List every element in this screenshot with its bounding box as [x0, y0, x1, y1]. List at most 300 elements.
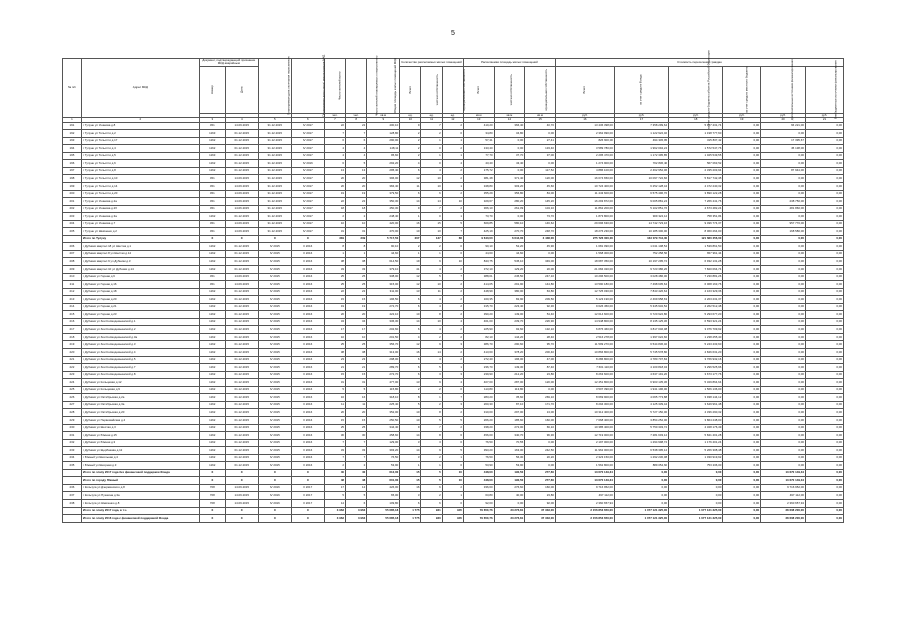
table-cell: 481 860,00 — [761, 205, 806, 213]
table-cell: 30 — [346, 432, 367, 440]
table-cell: X — [225, 515, 258, 523]
table-cell: г Дубники ул Зои Космодемьянской д.7 — [81, 364, 199, 372]
table-cell: 1162 — [199, 401, 225, 409]
table-cell: 0,00 — [761, 258, 806, 266]
table-cell: 350,30 — [367, 198, 400, 206]
table-cell: 0,00 — [723, 349, 761, 357]
table-cell: 01.12.2015 — [225, 152, 258, 160]
table-cell: 0,00 — [761, 409, 806, 417]
table-cell: 5 817 742,45 — [669, 175, 723, 183]
table-cell: 0,00 — [761, 303, 806, 311]
table-cell: 945 — [442, 507, 463, 515]
header-area-private: частная собственность — [508, 74, 513, 106]
table-cell: 0,00 — [761, 183, 806, 191]
table-cell: X — [291, 507, 324, 515]
unit-area-3: кв.м — [494, 113, 525, 117]
table-cell: 657 961,44 — [669, 250, 723, 258]
table-cell: 3 673 177,76 — [669, 371, 723, 379]
table-cell: 55 685,18 — [367, 515, 400, 523]
table-cell: 129,20 — [494, 266, 525, 274]
table-cell: 1 568 300,00 — [555, 250, 614, 258]
table-cell: 6 — [400, 499, 421, 507]
table-cell: 2 — [442, 356, 463, 364]
table-cell: 0,00 — [805, 152, 843, 160]
header-count-total: Всего — [407, 86, 412, 94]
table-cell: 208 — [63, 258, 82, 266]
table-cell: 0,00 — [761, 424, 806, 432]
table-cell: 13 — [324, 167, 345, 175]
table-cell: X — [199, 235, 225, 243]
table-cell: II 2016 — [291, 266, 324, 274]
table-cell: 1162 — [199, 386, 225, 394]
table-cell: 0,00 — [761, 447, 806, 455]
table-cell: 34 — [324, 318, 345, 326]
table-cell: 14.09.2015 — [225, 228, 258, 236]
table-cell: 6 903 135,36 — [614, 379, 668, 387]
table-cell: 196,50 — [367, 296, 400, 304]
table-cell: 145,20 — [525, 198, 556, 206]
table-cell: г Кольчуга ул Шевченко д.8 — [81, 499, 199, 507]
table-cell: 0,00 — [805, 401, 843, 409]
table-cell: 33 — [346, 447, 367, 455]
table-cell: 292,20 — [367, 160, 400, 168]
table-cell: 221 — [63, 356, 82, 364]
table-cell: 0,00 — [805, 175, 843, 183]
table-cell: 0,00 — [761, 235, 806, 243]
header-cost-fund: за счет средств Фонда — [638, 74, 643, 106]
column-number: 17 — [614, 118, 668, 122]
table-cell: г Дубники ул Октябрьская д.2а — [81, 394, 199, 402]
unit-rub-3: руб. — [669, 113, 723, 117]
table-cell: 01.12.2015 — [225, 137, 258, 145]
table-cell: 2 — [421, 401, 442, 409]
table-cell: г Дубники ул Южная д.3 — [81, 439, 199, 447]
table-cell: 92,00 — [463, 499, 494, 507]
table-cell: 1 — [421, 394, 442, 402]
table-cell: 315,00 — [367, 281, 400, 289]
table-cell: г Дубники ул Зои Космодемьянской д.1 — [81, 318, 199, 326]
table-cell: 210 — [63, 273, 82, 281]
table-cell: 303,20 — [494, 183, 525, 191]
table-cell: 9 — [421, 379, 442, 387]
table-cell: г Дубники квартал 8 ул Шестая д.14 — [81, 250, 199, 258]
table-cell: 0,00 — [723, 266, 761, 274]
table-row — [63, 243, 844, 251]
table-cell: 15 — [346, 296, 367, 304]
table-cell: 18 687 350,00 — [555, 258, 614, 266]
table-cell: 7 668 400,00 — [555, 416, 614, 424]
table-cell: 137 — [421, 235, 442, 243]
table-cell: г Дубники ул Горная д.21 — [81, 303, 199, 311]
table-cell: 14 — [400, 432, 421, 440]
table-cell: 15 — [400, 477, 421, 485]
table-cell: 4 — [421, 326, 442, 334]
table-cell: 0,00 — [723, 311, 761, 319]
table-cell: 1 — [442, 492, 463, 500]
table-cell: 0,00 — [723, 447, 761, 455]
table-cell: 448,00 — [463, 477, 494, 485]
table-cell: 20 — [324, 311, 345, 319]
table-cell: IV 2016 — [258, 484, 291, 492]
table-cell: 0,00 — [669, 499, 723, 507]
table-cell: 7 281 603,12 — [614, 432, 668, 440]
table-cell: 0 — [442, 130, 463, 138]
table-cell: 12 — [400, 273, 421, 281]
table-cell: 0,00 — [761, 318, 806, 326]
table-cell: 0,00 — [525, 160, 556, 168]
table-cell: 120,00 — [525, 379, 556, 387]
table-cell: 01.12.2015 — [225, 364, 258, 372]
table-cell: 3 963 — [324, 515, 345, 523]
table-cell: 450,30 — [367, 205, 400, 213]
table-cell: 0,00 — [805, 160, 843, 168]
table-cell: 25 — [324, 424, 345, 432]
unit-count-3: ед. — [442, 113, 463, 117]
table-cell: 0,00 — [761, 379, 806, 387]
table-cell: 3 589 780,00 — [555, 145, 614, 153]
table-cell: 381,48 — [463, 175, 494, 183]
table-cell: 1 681 090,00 — [555, 243, 614, 251]
table-cell: 0 — [442, 386, 463, 394]
table-cell: 14 742 723,16 — [614, 220, 668, 228]
header-cost-group: Стоимость переселения граждан — [555, 59, 843, 67]
header-address: Адрес МКД — [81, 59, 199, 118]
header-count-group: Количество расселяемых жилых помещений — [400, 59, 464, 67]
table-cell: 202 — [63, 205, 82, 213]
table-cell: 1 397 022,60 — [614, 333, 668, 341]
table-cell: 0,00 — [805, 499, 843, 507]
table-cell: 34,80 — [494, 130, 525, 138]
table-cell: 0,00 — [494, 137, 525, 145]
table-cell: 612,00 — [367, 469, 400, 477]
table-cell: 1 025 549,55 — [669, 152, 723, 160]
table-cell: 0,00 — [669, 477, 723, 485]
table-cell: 313,00 — [367, 349, 400, 357]
table-row — [63, 122, 844, 130]
table-cell: 451 — [199, 175, 225, 183]
table-row — [63, 364, 844, 372]
table-cell: 28,40 — [525, 333, 556, 341]
table-cell: 0,00 — [761, 439, 806, 447]
table-cell: 2 — [442, 281, 463, 289]
header-num: № п/п — [63, 59, 82, 118]
table-cell: 1 — [400, 462, 421, 470]
table-cell: IV 2015 — [258, 318, 291, 326]
table-cell: 708 — [199, 499, 225, 507]
table-cell: 2 197 000,00 — [555, 439, 614, 447]
table-cell: 5 — [346, 160, 367, 168]
table-cell: г Кольчуга ул Дзержинского д.8 — [81, 484, 199, 492]
column-number: 11 — [421, 118, 442, 122]
table-cell: 451 — [199, 198, 225, 206]
table-cell: 10 — [346, 220, 367, 228]
table-cell: 930 — [421, 515, 442, 523]
table-cell: 0,00 — [805, 190, 843, 198]
table-cell: 160,00 — [525, 484, 556, 492]
table-cell: 190,50 — [494, 477, 525, 485]
table-cell: г Кольчуга ул Пушкина д.3а — [81, 492, 199, 500]
table-cell: 10 097 722,66 — [614, 175, 668, 183]
table-cell: 27,41 — [525, 137, 556, 145]
table-cell: 0,00 — [723, 379, 761, 387]
table-cell: г Тулуне ул Тольятти д.14 — [81, 183, 199, 191]
table-cell: 9 — [400, 205, 421, 213]
table-cell: 0,00 — [723, 507, 761, 515]
table-cell: 10 — [400, 228, 421, 236]
table-cell: 84,00 — [525, 190, 556, 198]
table-cell: 250,50 — [367, 416, 400, 424]
table-cell: 4 673 482,24 — [669, 205, 723, 213]
table-cell: 7 820 064,74 — [669, 266, 723, 274]
unit-people-2: чел. — [346, 113, 367, 117]
unit-count: ед. — [400, 113, 421, 117]
table-cell: 3 — [400, 439, 421, 447]
table-cell: 1162 — [199, 364, 225, 372]
table-row — [63, 484, 844, 492]
table-cell: 1163 — [199, 130, 225, 138]
table-cell: 160,00 — [525, 416, 556, 424]
table-cell: 82,10 — [463, 333, 494, 341]
table-cell: 11 962 000,00 — [555, 447, 614, 455]
table-row — [63, 349, 844, 357]
column-number: 6 — [291, 118, 324, 122]
table-cell: 14 — [400, 198, 421, 206]
table-cell: г Тулуне ул Ушакова д.7 — [81, 220, 199, 228]
table-row — [63, 326, 844, 334]
table-row — [63, 190, 844, 198]
table-row — [63, 333, 844, 341]
table-cell: 40,70 — [525, 122, 556, 130]
table-cell: Итого по городу Южный — [81, 477, 199, 485]
table-cell — [63, 235, 82, 243]
table-row — [63, 281, 844, 289]
table-cell: 6 — [324, 137, 345, 145]
table-cell: 16 — [324, 394, 345, 402]
table-cell: 31.12.2015 — [258, 175, 291, 183]
table-cell: 13 — [400, 379, 421, 387]
table-cell: 43,40 — [494, 160, 525, 168]
table-cell: 18 — [324, 205, 345, 213]
table-cell: IV 2015 — [258, 386, 291, 394]
table-cell: 40,00 — [494, 492, 525, 500]
table-cell: 5 — [421, 273, 442, 281]
table-cell: 206 — [63, 243, 82, 251]
table-cell: 461,00 — [463, 318, 494, 326]
table-cell: 23 — [324, 356, 345, 364]
header-area-municipal: муниципальная собственность — [544, 69, 549, 111]
table-cell: 73,70 — [525, 213, 556, 221]
table-cell: 01.12.2015 — [225, 318, 258, 326]
table-cell: 219 — [63, 341, 82, 349]
table-cell: 2 — [421, 130, 442, 138]
table-cell: 01.12.2015 — [225, 349, 258, 357]
table-cell: IV 2015 — [258, 266, 291, 274]
table-cell: 1 238 255,40 — [669, 333, 723, 341]
table-cell: X — [225, 477, 258, 485]
table-cell: 5 745 578,80 — [614, 349, 668, 357]
table-cell: 9 496 774,37 — [669, 220, 723, 228]
table-cell: 218 — [63, 333, 82, 341]
header-demolish: Планируемая дата сноса/ реконструкции МКД — [321, 54, 326, 117]
table-cell: г Дубники ул Шестая д.3 — [81, 424, 199, 432]
table-row — [63, 341, 844, 349]
table-cell: II 2016 — [291, 432, 324, 440]
table-cell: 0,00 — [723, 499, 761, 507]
unit-rub-5: руб. — [761, 113, 806, 117]
table-cell: 10 — [421, 183, 442, 191]
column-number: 19 — [723, 118, 761, 122]
table-cell: II 2016 — [291, 364, 324, 372]
table-cell: 0,00 — [805, 341, 843, 349]
table-cell: II 2016 — [291, 250, 324, 258]
table-cell: 31.12.2015 — [258, 198, 291, 206]
table-cell: 22 — [346, 288, 367, 296]
table-cell: IV 2015 — [258, 439, 291, 447]
table-cell: 0,00 — [723, 198, 761, 206]
table-cell: IV 2017 — [291, 220, 324, 228]
table-cell: 0,00 — [723, 122, 761, 130]
table-cell: IV 2015 — [258, 416, 291, 424]
table-cell: 01.12.2015 — [225, 258, 258, 266]
table-cell: 8 — [346, 243, 367, 251]
table-cell: 212 — [63, 288, 82, 296]
table-cell: 57,41 — [463, 137, 494, 145]
table-cell: 0,00 — [525, 386, 556, 394]
table-cell: 338,00 — [367, 273, 400, 281]
table-cell: 2 469 958,63 — [614, 296, 668, 304]
column-number: 12 — [442, 118, 463, 122]
table-cell: г Дубники ул Щербакова д.12 — [81, 447, 199, 455]
table-cell: 38 — [324, 349, 345, 357]
table-cell: 1 030 919,92 — [669, 454, 723, 462]
table-cell: 5 — [421, 416, 442, 424]
table-cell: 31.12.2015 — [258, 122, 291, 130]
table-cell: II 2017 — [291, 499, 324, 507]
table-cell: 6 593 321,24 — [669, 318, 723, 326]
table-cell: 2 335 203,94 — [669, 167, 723, 175]
table-cell: 22 — [346, 122, 367, 130]
table-cell: 669,85 — [463, 220, 494, 228]
table-cell: 12 451 800,00 — [555, 379, 614, 387]
table-cell: 2 516 278,00 — [555, 333, 614, 341]
table-cell: 0,00 — [805, 379, 843, 387]
table-cell: 21 — [324, 364, 345, 372]
table-row — [63, 356, 844, 364]
table-cell: 0,00 — [805, 333, 843, 341]
table-cell: 0 — [442, 250, 463, 258]
table-cell: 66 221,00 — [761, 122, 806, 130]
table-cell: 224 — [63, 379, 82, 387]
table-cell: 9 716 952,00 — [761, 484, 806, 492]
table-cell: г Дубники ул Октябрьская д.20 — [81, 409, 199, 417]
table-cell: IV 2016 — [258, 499, 291, 507]
table-cell: г Тулуне ул Тольятти д.20 — [81, 190, 199, 198]
table-cell: 202,60 — [367, 326, 400, 334]
table-cell: 545,10 — [494, 258, 525, 266]
table-cell: 1162 — [199, 288, 225, 296]
table-cell: IV 2015 — [258, 288, 291, 296]
table-cell: 0,00 — [761, 266, 806, 274]
table-cell: 0,00 — [761, 296, 806, 304]
table-cell: 0,00 — [723, 145, 761, 153]
table-cell: г Тулуне ул Тольятти д.6 — [81, 160, 199, 168]
table-cell: 14 — [400, 447, 421, 455]
table-row — [63, 198, 844, 206]
table-cell: 7 498 605,64 — [614, 281, 668, 289]
table-cell: 384,40 — [367, 183, 400, 191]
table-cell: 4 — [346, 145, 367, 153]
table-cell: 311,00 — [367, 288, 400, 296]
table-cell: 4 — [346, 152, 367, 160]
table-cell: 425,19 — [463, 228, 494, 236]
table-cell: II 2016 — [291, 341, 324, 349]
table-cell: 87,40 — [525, 364, 556, 372]
table-cell: 0,00 — [723, 424, 761, 432]
table-cell: 0,00 — [723, 213, 761, 221]
table-cell: 0,00 — [761, 356, 806, 364]
table-cell: 3 028 486,00 — [614, 273, 668, 281]
table-cell: 10 — [442, 477, 463, 485]
table-cell: 843,75 — [463, 258, 494, 266]
table-cell: 2 — [400, 145, 421, 153]
table-cell: 344,40 — [367, 424, 400, 432]
table-row — [63, 499, 844, 507]
table-cell: 6 — [400, 356, 421, 364]
table-cell: 2 362 990,00 — [555, 130, 614, 138]
table-cell: 2 — [442, 122, 463, 130]
table-cell: 451 — [199, 183, 225, 191]
table-cell: 0,00 — [761, 333, 806, 341]
table-cell: 291,90 — [494, 281, 525, 289]
table-cell: 11 — [324, 401, 345, 409]
table-cell: 0,00 — [723, 228, 761, 236]
table-cell: 3 507 390,00 — [555, 386, 614, 394]
table-cell: 144,20 — [494, 333, 525, 341]
table-cell: 0,00 — [761, 394, 806, 402]
table-cell: 0,00 — [723, 326, 761, 334]
table-cell: IV 2015 — [258, 326, 291, 334]
table-cell: 248,70 — [525, 228, 556, 236]
table-cell: 31 — [324, 228, 345, 236]
table-cell — [63, 477, 82, 485]
unit-rub-2: руб. — [614, 113, 668, 117]
table-cell: II 2016 — [291, 311, 324, 319]
table-cell: 13 670 149,34 — [555, 469, 614, 477]
table-cell: 5 717,50 — [367, 235, 400, 243]
table-cell: 31.12.2015 — [258, 137, 291, 145]
table-cell: 8 — [324, 243, 345, 251]
table-cell: 01.12.2015 — [225, 130, 258, 138]
table-cell: 1162 — [199, 349, 225, 357]
table-cell: X — [258, 469, 291, 477]
table-cell: 13 — [346, 167, 367, 175]
table-cell: 43,40 — [463, 160, 494, 168]
table-cell: 236 — [63, 484, 82, 492]
table-cell: 56,30 — [494, 454, 525, 462]
table-row — [63, 258, 844, 266]
table-cell: 8 — [421, 432, 442, 440]
table-cell: 40 — [346, 469, 367, 477]
table-cell: 1 572 547,76 — [669, 145, 723, 153]
table-cell: г Дубники ул Кольцевая д.9 — [81, 386, 199, 394]
table-cell: 193 — [63, 137, 82, 145]
table-cell: 0,00 — [805, 439, 843, 447]
table-cell: 702 836,40 — [614, 160, 668, 168]
table-cell: 7 — [324, 454, 345, 462]
table-cell: 13,00 — [525, 409, 556, 417]
table-cell: 204 — [63, 220, 82, 228]
table-cell: 339 — [324, 235, 345, 243]
